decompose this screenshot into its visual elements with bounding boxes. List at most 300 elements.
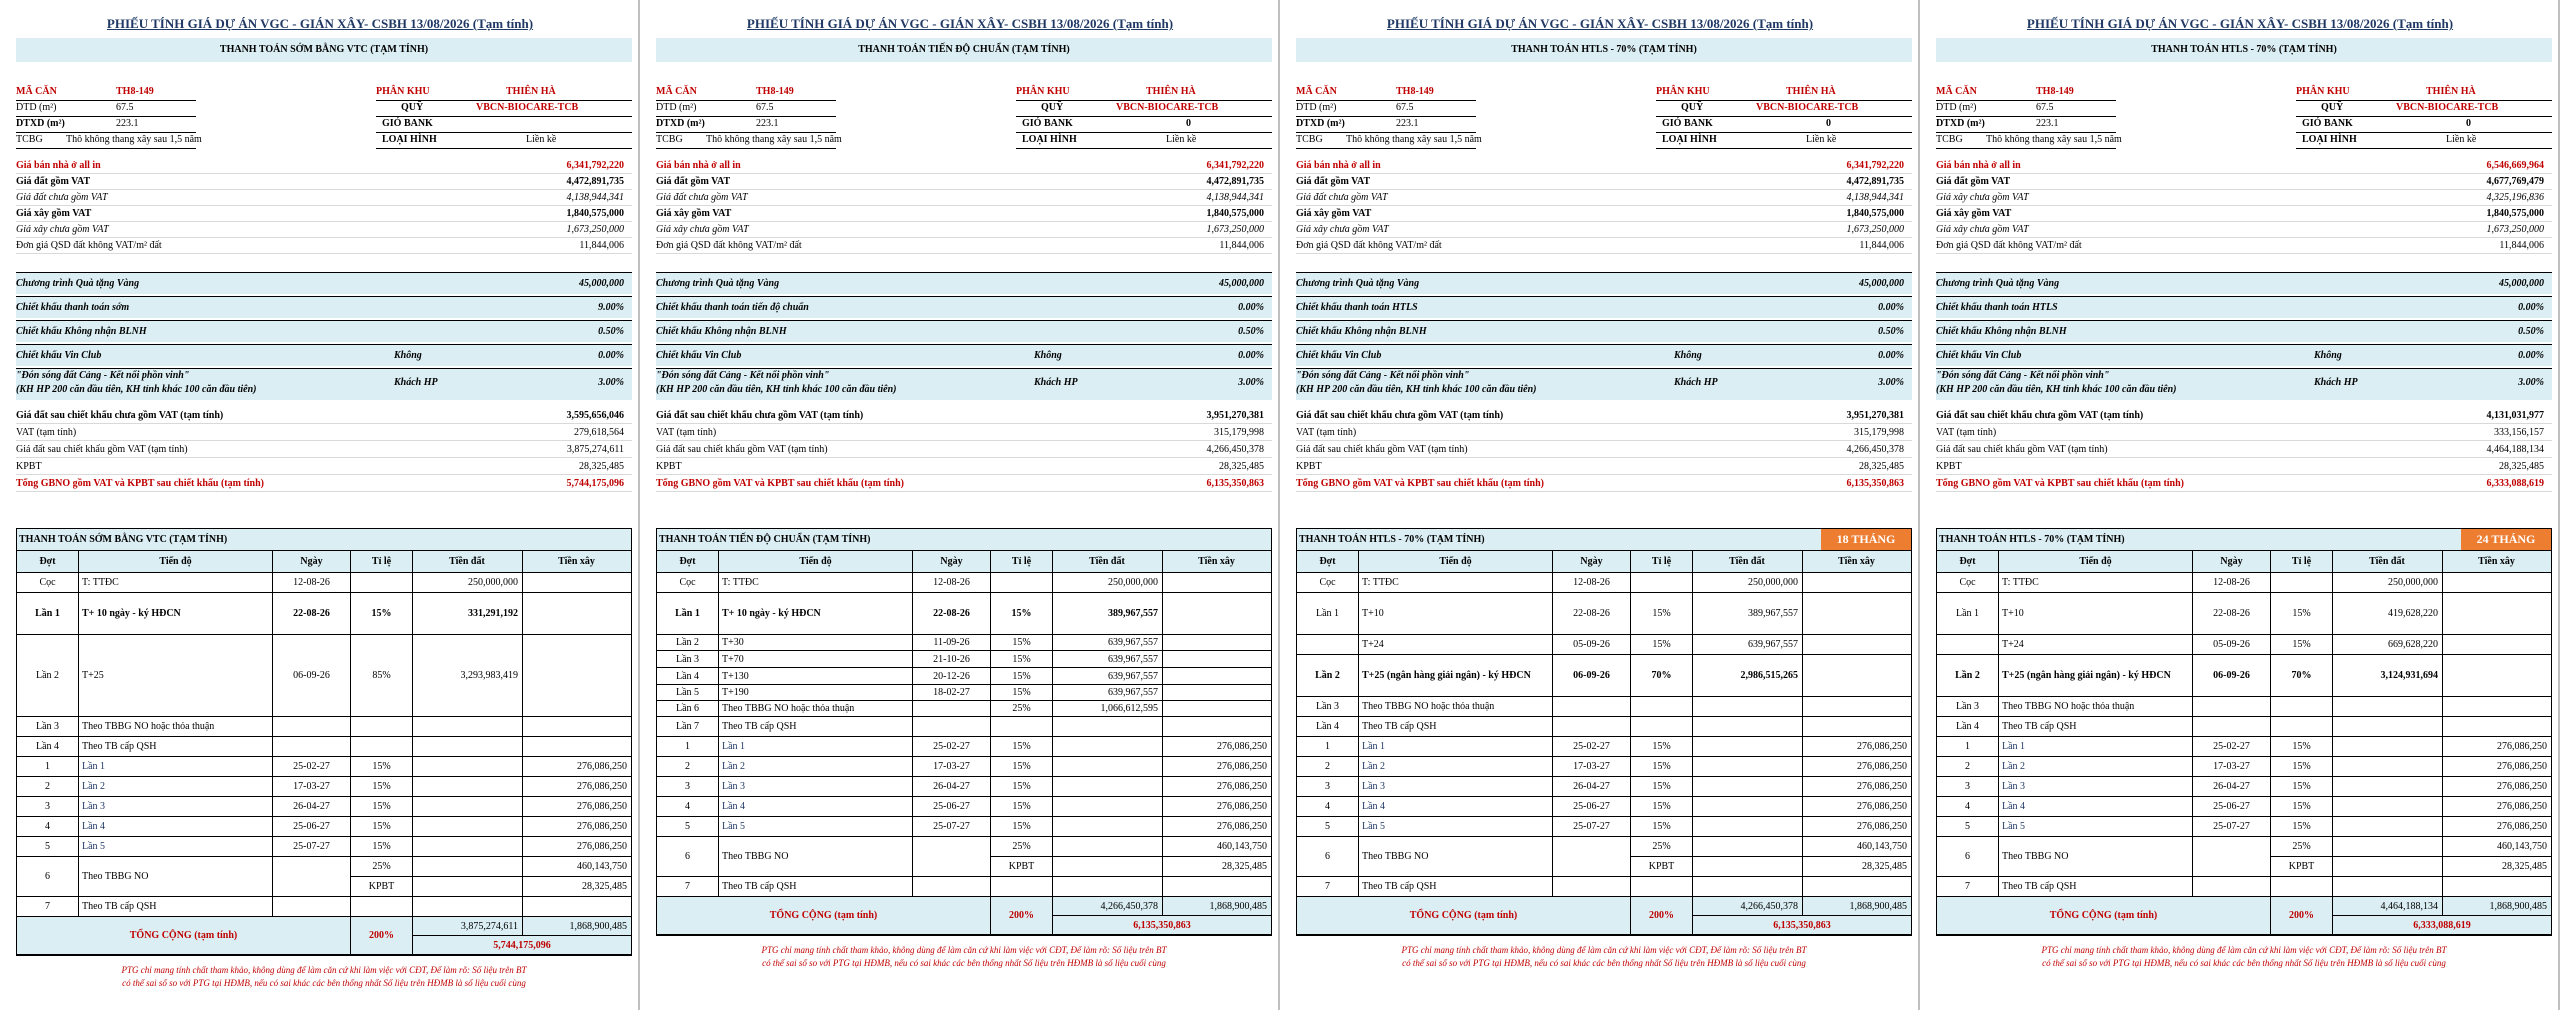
- discount-label: Chiết khấu thanh toán HTLS: [1936, 302, 2058, 313]
- cell-land-amount: [2333, 857, 2443, 877]
- cell-ratio: 15%: [991, 635, 1053, 651]
- info-rule: [2296, 100, 2552, 101]
- cell-period: Lần 4: [1297, 717, 1359, 737]
- price-breakdown: [1296, 158, 1912, 258]
- cell-land-amount: 1,066,612,595: [1053, 701, 1163, 717]
- discount-condition: Không: [1674, 350, 1702, 361]
- discount-label: Chiết khấu thanh toán tiến độ chuẩn: [656, 302, 809, 313]
- cell-land-amount: 2,986,515,265: [1693, 655, 1803, 697]
- cell-ratio: 15%: [991, 593, 1053, 635]
- term-badge: 18 THÁNG: [1821, 529, 1911, 550]
- cell-land-amount: [1053, 717, 1163, 737]
- total-label: TỔNG CỘNG (tạm tính): [1297, 897, 1631, 935]
- cell-period: 5: [1297, 817, 1359, 837]
- info-gio-bank-label: GIỎ BANK: [382, 118, 433, 129]
- discount-value: 0.00%: [1878, 350, 1904, 361]
- price-breakdown: [1936, 158, 2552, 258]
- price-row: [1936, 190, 2552, 206]
- cell-date: [273, 737, 351, 757]
- info-dtd-label: DTD (m²): [656, 102, 697, 113]
- price-label: Giá đất chưa gồm VAT: [16, 192, 108, 203]
- cell-period: 6: [1297, 837, 1359, 877]
- discount-condition: Không: [1034, 350, 1062, 361]
- price-label: Giá đất chưa gồm VAT: [656, 192, 748, 203]
- discount-label: Chiết khấu thanh toán HTLS: [1296, 302, 1418, 313]
- cell-ratio: 15%: [991, 685, 1053, 701]
- cell-progress: Theo TBBG NO hoặc thỏa thuận: [1359, 697, 1553, 717]
- cell-date: [2193, 877, 2271, 897]
- total-percent: 200%: [991, 897, 1053, 935]
- cell-land-amount: [2333, 877, 2443, 897]
- cell-date: [1553, 877, 1631, 897]
- cell-land-amount: [413, 857, 523, 877]
- info-gio-bank-label: GIỎ BANK: [1022, 118, 1073, 129]
- cell-ratio: 15%: [351, 777, 413, 797]
- cell-land-amount: [1053, 837, 1163, 857]
- info-rule: [1296, 148, 1476, 149]
- cell-build-amount: 276,086,250: [1163, 777, 1271, 797]
- cell-date: 25-07-27: [1553, 817, 1631, 837]
- cell-period: 2: [1297, 757, 1359, 777]
- cell-build-amount: 276,086,250: [2443, 737, 2551, 757]
- cell-build-amount: [523, 737, 631, 757]
- price-value: 4,325,196,836: [2486, 192, 2544, 203]
- cell-date: [1553, 697, 1631, 717]
- disclaimer-line-1: PTG chỉ mang tính chất tham khảo, không dùng để làm căn cứ khi làm việc với CĐT, Để làm rõ: Số liệu trên BT: [121, 965, 527, 975]
- cell-date: 25-06-27: [913, 797, 991, 817]
- cell-period: Lần 2: [1297, 655, 1359, 697]
- cell-land-amount: [413, 877, 523, 897]
- cell-progress: Lần 5: [1359, 817, 1553, 837]
- sheet-title: PHIẾU TÍNH GIÁ DỰ ÁN VGC - GIÁN XÂY- CSBH 13/08/2026 (Tạm tính): [106, 16, 534, 31]
- price-label: Giá đất gồm VAT: [1936, 176, 2011, 187]
- info-loai-hinh: Liền kề: [526, 134, 557, 145]
- price-value: 6,341,792,220: [566, 160, 624, 171]
- cell-land-amount: [1693, 837, 1803, 857]
- price-row: [16, 158, 632, 174]
- info-ma-can: TH8-149: [2036, 86, 2074, 97]
- price-row: [656, 206, 1272, 222]
- info-rule: [2296, 148, 2552, 149]
- summary-value: 3,875,274,611: [566, 444, 624, 455]
- unit-info: [1296, 84, 1912, 150]
- info-ma-can-label: MÃ CĂN: [16, 86, 57, 97]
- discount-row: [656, 296, 1272, 318]
- cell-ratio: Tỉ lệ: [1631, 551, 1693, 573]
- info-rule: [2296, 132, 2552, 133]
- price-value: 6,341,792,220: [1846, 160, 1904, 171]
- summary-row: [1936, 459, 2552, 475]
- cell-progress: T+130: [719, 668, 913, 685]
- cell-land-amount: 331,291,192: [413, 593, 523, 635]
- total-build: 1,868,900,485: [523, 917, 631, 936]
- cell-build-amount: [523, 635, 631, 717]
- summary-row: [656, 459, 1272, 475]
- cell-land-amount: [1693, 777, 1803, 797]
- info-quy-label: QUỸ: [1681, 102, 1704, 113]
- info-gio-bank: 0: [1186, 118, 1191, 129]
- discount-condition: Không: [2314, 350, 2342, 361]
- info-rule: [1016, 132, 1272, 133]
- cell-ratio: 15%: [351, 757, 413, 777]
- cell-progress: Lần 3: [1999, 777, 2193, 797]
- cell-period: 3: [1297, 777, 1359, 797]
- discount-label: Chiết khấu Vin Club: [1296, 350, 1382, 361]
- cell-period: 4: [657, 797, 719, 817]
- cell-land-amount: [1053, 777, 1163, 797]
- cell-period: 3: [1937, 777, 1999, 797]
- summary-label: Giá đất sau chiết khấu chưa gồm VAT (tạm tính): [656, 410, 864, 421]
- info-row: [1296, 116, 1912, 132]
- info-rule: [656, 132, 836, 133]
- summary-value: 4,464,188,134: [2486, 444, 2544, 455]
- cell-ratio: [351, 717, 413, 737]
- sheet-title: PHIẾU TÍNH GIÁ DỰ ÁN VGC - GIÁN XÂY- CSBH 13/08/2026 (Tạm tính): [1386, 16, 1814, 31]
- schedule-header: [1297, 529, 1911, 551]
- cell-progress: Lần 1: [719, 737, 913, 757]
- price-row: [16, 238, 632, 254]
- cell-ratio: 15%: [1631, 737, 1693, 757]
- info-dtd: 67.5: [2036, 102, 2054, 113]
- price-label: Giá xây gồm VAT: [1296, 208, 1372, 219]
- total-percent: 200%: [351, 917, 413, 955]
- cell-build-amount: 276,086,250: [523, 797, 631, 817]
- price-value: 1,840,575,000: [1206, 208, 1264, 219]
- cell-ratio: 25%: [351, 857, 413, 877]
- summary-value: 28,325,485: [2499, 461, 2544, 472]
- total-build: 1,868,900,485: [1803, 897, 1911, 916]
- cell-date: 06-09-26: [2193, 655, 2271, 697]
- cell-progress: T+70: [719, 651, 913, 668]
- info-ma-can-label: MÃ CĂN: [1296, 86, 1337, 97]
- info-rule: [376, 132, 632, 133]
- cell-date: 17-03-27: [2193, 757, 2271, 777]
- info-rule: [1936, 148, 2116, 149]
- summary-value: 315,179,998: [1214, 427, 1264, 438]
- discount-label: Chương trình Quà tặng Vàng: [1936, 278, 2060, 289]
- summary-value: 28,325,485: [1219, 461, 1264, 472]
- cell-land-amount: [1693, 817, 1803, 837]
- cell-ratio: 15%: [351, 817, 413, 837]
- cell-progress: T+30: [719, 635, 913, 651]
- discount-row: [656, 344, 1272, 366]
- cell-progress: T+ 10 ngày - ký HĐCN: [79, 593, 273, 635]
- cell-build-amount: 276,086,250: [523, 757, 631, 777]
- price-sheet-4: [1920, 0, 2560, 1010]
- cell-land-amount: [413, 737, 523, 757]
- cell-build-amount: [1163, 573, 1271, 593]
- price-row: [1296, 174, 1912, 190]
- cell-date: 12-08-26: [2193, 573, 2271, 593]
- cell-date: [913, 701, 991, 717]
- info-rule: [376, 100, 632, 101]
- price-label: Đơn giá QSD đất không VAT/m² đất: [1936, 240, 2082, 251]
- summary-label: Tổng GBNO gồm VAT và KPBT sau chiết khấu (tạm tính): [1296, 478, 1545, 489]
- info-rule: [1016, 148, 1272, 149]
- cell-ratio: 70%: [1631, 655, 1693, 697]
- discount-value: 0.00%: [1238, 302, 1264, 313]
- info-ma-can: TH8-149: [116, 86, 154, 97]
- info-tcbg-label: TCBG: [1936, 134, 1963, 145]
- cell-date: [2193, 697, 2271, 717]
- cell-build-amount: 276,086,250: [1163, 797, 1271, 817]
- cell-period: 2: [657, 757, 719, 777]
- info-gio-bank: 0: [2466, 118, 2471, 129]
- total-land: 4,464,188,134: [2333, 897, 2443, 916]
- cell-ratio: 15%: [2271, 737, 2333, 757]
- summary-value: 3,951,270,381: [1206, 410, 1264, 421]
- discount-label: "Đón sóng đất Cảng - Kết nối phồn vinh": [1296, 370, 1470, 381]
- price-label: Giá xây chưa gồm VAT: [1936, 192, 2029, 203]
- cell-period: 5: [1937, 817, 1999, 837]
- summary-row: [656, 442, 1272, 458]
- cell-land-amount: [1693, 697, 1803, 717]
- info-row: [16, 132, 632, 148]
- cell-build-amount: [523, 717, 631, 737]
- cell-period: Lần 3: [1297, 697, 1359, 717]
- cell-progress: T+10: [1359, 593, 1553, 635]
- cell-date: 26-04-27: [1553, 777, 1631, 797]
- cell-build-amount: [2443, 717, 2551, 737]
- discount-value: 9.00%: [598, 302, 624, 313]
- price-label: Giá xây chưa gồm VAT: [1296, 224, 1389, 235]
- cell-date: [913, 877, 991, 897]
- cell-date: [1553, 837, 1631, 877]
- cell-progress: T: TTĐC: [719, 573, 913, 593]
- discount-label: Chiết khấu Vin Club: [656, 350, 742, 361]
- cell-land-amount: Tiền đất: [413, 551, 523, 573]
- info-dtxd-label: DTXD (m²): [656, 118, 705, 129]
- info-dtxd: 223.1: [2036, 118, 2059, 129]
- cell-progress: Lần 2: [1999, 757, 2193, 777]
- summary-value: 6,135,350,863: [1206, 478, 1264, 489]
- schedule-header: [657, 529, 1271, 551]
- summary-row: [656, 476, 1272, 492]
- summary-row: [1936, 425, 2552, 441]
- price-label: Giá đất gồm VAT: [16, 176, 91, 187]
- cell-build-amount: 28,325,485: [1803, 857, 1911, 877]
- disclaimer-line-2: có thể sai số so với PTG tại HĐMB, nếu có sai khác các bên thống nhất Số liệu trên HĐMB là số liệu cuối cùng: [762, 958, 1166, 968]
- cell-progress: Theo TB cấp QSH: [1999, 877, 2193, 897]
- info-rule: [16, 148, 196, 149]
- cell-date: 05-09-26: [1553, 635, 1631, 655]
- discount-row: [1296, 368, 1912, 400]
- disclaimer-line-1: PTG chỉ mang tính chất tham khảo, không dùng để làm căn cứ khi làm việc với CĐT, Để làm rõ: Số liệu trên BT: [1401, 945, 1807, 955]
- discount-list: [1296, 272, 1912, 408]
- cell-date: 22-08-26: [913, 593, 991, 635]
- info-row: [1296, 100, 1912, 116]
- sheet-title: PHIẾU TÍNH GIÁ DỰ ÁN VGC - GIÁN XÂY- CSBH 13/08/2026 (Tạm tính): [746, 16, 1174, 31]
- cell-build-amount: 276,086,250: [1163, 817, 1271, 837]
- cell-build-amount: [1163, 701, 1271, 717]
- info-tcbg-label: TCBG: [16, 134, 43, 145]
- cell-period: 5: [657, 817, 719, 837]
- summary-row: [1936, 476, 2552, 492]
- cell-build-amount: [1803, 877, 1911, 897]
- info-dtd: 67.5: [116, 102, 134, 113]
- summary-value: 3,951,270,381: [1846, 410, 1904, 421]
- cell-period: 7: [17, 897, 79, 917]
- cell-build-amount: [2443, 877, 2551, 897]
- cell-land-amount: 250,000,000: [1693, 573, 1803, 593]
- summary-row: [1296, 408, 1912, 424]
- price-label: Giá đất chưa gồm VAT: [1296, 192, 1388, 203]
- summary-value: 4,131,031,977: [2486, 410, 2544, 421]
- cell-date: 06-09-26: [1553, 655, 1631, 697]
- price-row: [1936, 238, 2552, 254]
- cell-date: Ngày: [2193, 551, 2271, 573]
- cell-ratio: 85%: [351, 635, 413, 717]
- summary-label: Giá đất sau chiết khấu chưa gồm VAT (tạm tính): [16, 410, 224, 421]
- cell-build-amount: [1803, 697, 1911, 717]
- cell-progress: Tiến độ: [79, 551, 273, 573]
- summary-row: [16, 408, 632, 424]
- discount-row: [16, 320, 632, 342]
- total-label: TỔNG CỘNG (tạm tính): [17, 917, 351, 955]
- price-row: [16, 174, 632, 190]
- cell-date: [913, 717, 991, 737]
- price-label: Giá đất gồm VAT: [1296, 176, 1371, 187]
- cell-build-amount: [1163, 635, 1271, 651]
- price-value: 1,840,575,000: [566, 208, 624, 219]
- cell-progress: Tiến độ: [719, 551, 913, 573]
- info-loai-hinh-label: LOẠI HÌNH: [382, 134, 437, 145]
- cell-land-amount: [2333, 777, 2443, 797]
- cell-progress: Theo TB cấp QSH: [79, 897, 273, 917]
- info-dtxd: 223.1: [1396, 118, 1419, 129]
- cell-ratio: [351, 573, 413, 593]
- summary-label: Tổng GBNO gồm VAT và KPBT sau chiết khấu (tạm tính): [16, 478, 265, 489]
- cell-ratio: [1631, 697, 1693, 717]
- disclaimer-line-2: có thể sai số so với PTG tại HĐMB, nếu có sai khác các bên thống nhất Số liệu trên HĐMB là số liệu cuối cùng: [1402, 958, 1806, 968]
- cell-land-amount: 639,967,557: [1053, 651, 1163, 668]
- cell-ratio: KPBT: [991, 857, 1053, 877]
- cell-date: 21-10-26: [913, 651, 991, 668]
- discount-row: [1296, 272, 1912, 294]
- summary-row: [1936, 408, 2552, 424]
- info-quy: VBCN-BIOCARE-TCB: [476, 102, 579, 113]
- summary-row: [1296, 442, 1912, 458]
- info-quy-label: QUỸ: [401, 102, 424, 113]
- discount-row: [1936, 272, 2552, 294]
- discount-row: [656, 320, 1272, 342]
- price-value: 11,844,006: [579, 240, 624, 251]
- cell-ratio: 70%: [2271, 655, 2333, 697]
- cell-land-amount: 250,000,000: [1053, 573, 1163, 593]
- cell-ratio: 15%: [1631, 593, 1693, 635]
- price-row: [1296, 238, 1912, 254]
- cell-period: Đợt: [657, 551, 719, 573]
- price-label: Giá bán nhà ở all in: [16, 160, 101, 171]
- summary-value: 3,595,656,046: [566, 410, 624, 421]
- discount-condition: Khách HP: [1034, 377, 1078, 388]
- info-rule: [1936, 116, 2116, 117]
- cell-progress: Theo TB cấp QSH: [79, 737, 273, 757]
- info-rule: [16, 100, 196, 101]
- discount-label: Chiết khấu Không nhận BLNH: [16, 326, 147, 337]
- cell-ratio: [991, 573, 1053, 593]
- cell-land-amount: 639,967,557: [1693, 635, 1803, 655]
- cell-build-amount: [1163, 717, 1271, 737]
- cell-land-amount: [1693, 857, 1803, 877]
- price-value: 4,138,944,341: [566, 192, 624, 203]
- cell-build-amount: 276,086,250: [1803, 777, 1911, 797]
- info-row: [1296, 132, 1912, 148]
- cell-build-amount: [1163, 877, 1271, 897]
- discount-row: [656, 272, 1272, 294]
- cell-progress: Lần 4: [1999, 797, 2193, 817]
- cell-ratio: KPBT: [1631, 857, 1693, 877]
- summary-value: 279,618,564: [574, 427, 624, 438]
- cell-progress: Theo TB cấp QSH: [719, 717, 913, 737]
- price-value: 4,138,944,341: [1206, 192, 1264, 203]
- cell-period: Cọc: [1937, 573, 1999, 593]
- cell-build-amount: [1803, 573, 1911, 593]
- info-tcbg: Thô không thang xây sau 1,5 năm: [706, 134, 842, 145]
- cell-progress: Lần 3: [719, 777, 913, 797]
- summary-value: 6,135,350,863: [1846, 478, 1904, 489]
- cell-date: 25-07-27: [913, 817, 991, 837]
- cell-date: [913, 837, 991, 877]
- discount-value: 3.00%: [2518, 377, 2544, 388]
- cell-ratio: [351, 897, 413, 917]
- info-loai-hinh: Liền kề: [1806, 134, 1837, 145]
- cell-build-amount: [1803, 635, 1911, 655]
- cell-date: 11-09-26: [913, 635, 991, 651]
- info-dtxd: 223.1: [116, 118, 139, 129]
- cell-build-amount: 28,325,485: [1163, 857, 1271, 877]
- discount-row: [16, 368, 632, 400]
- info-tcbg-label: TCBG: [1296, 134, 1323, 145]
- cell-ratio: [2271, 717, 2333, 737]
- cell-progress: Theo TBBG NO: [1999, 837, 2193, 877]
- cell-build-amount: 276,086,250: [2443, 757, 2551, 777]
- cell-date: Ngày: [913, 551, 991, 573]
- cell-ratio: Tỉ lệ: [991, 551, 1053, 573]
- cell-ratio: 15%: [1631, 635, 1693, 655]
- cell-land-amount: [1693, 877, 1803, 897]
- cell-date: [1553, 717, 1631, 737]
- cell-period: 7: [1937, 877, 1999, 897]
- cell-date: [273, 897, 351, 917]
- info-rule: [1296, 132, 1476, 133]
- cell-period: Lần 6: [657, 701, 719, 717]
- cell-build-amount: 276,086,250: [2443, 797, 2551, 817]
- price-row: [1296, 190, 1912, 206]
- summary-label: Giá đất sau chiết khấu chưa gồm VAT (tạm tính): [1296, 410, 1504, 421]
- cell-ratio: KPBT: [351, 877, 413, 897]
- info-phan-khu: THIÊN HÀ: [506, 86, 556, 97]
- price-sheet-2: [640, 0, 1280, 1010]
- cell-progress: T+190: [719, 685, 913, 701]
- cell-ratio: [1631, 877, 1693, 897]
- cell-build-amount: [1803, 655, 1911, 697]
- cell-build-amount: 460,143,750: [2443, 837, 2551, 857]
- price-label: Đơn giá QSD đất không VAT/m² đất: [1296, 240, 1442, 251]
- summary-value: 5,744,175,096: [566, 478, 624, 489]
- cell-period: Lần 3: [657, 651, 719, 668]
- cell-period: Cọc: [17, 573, 79, 593]
- cell-period: 1: [1937, 737, 1999, 757]
- cell-build-amount: 276,086,250: [1803, 797, 1911, 817]
- cell-date: [2193, 837, 2271, 877]
- price-summary: [656, 408, 1272, 494]
- summary-row: [16, 476, 632, 492]
- cell-build-amount: [523, 897, 631, 917]
- cell-ratio: 15%: [2271, 593, 2333, 635]
- info-row: [1936, 100, 2552, 116]
- info-rule: [1936, 100, 2116, 101]
